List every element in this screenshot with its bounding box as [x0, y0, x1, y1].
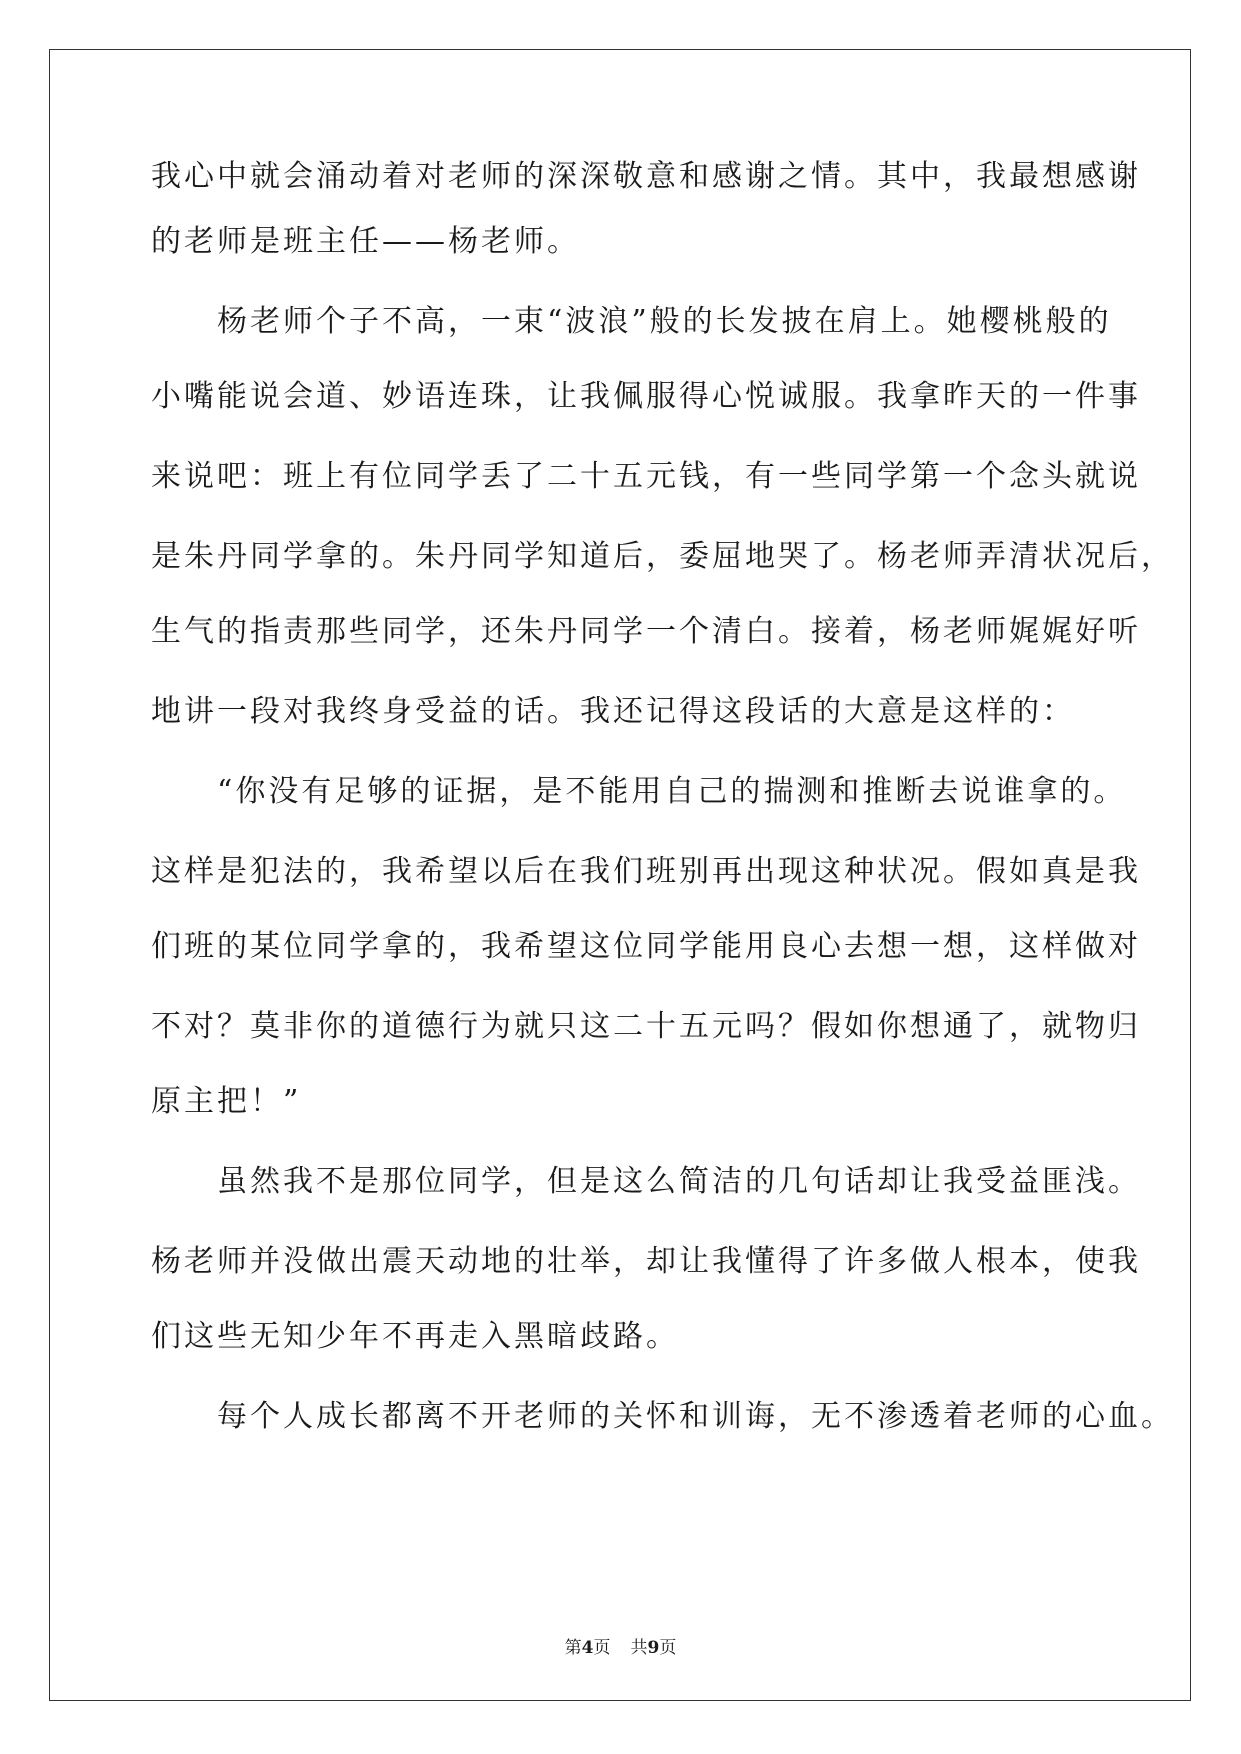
text-line: 地讲一段对我终身受益的话。我还记得这段话的大意是这样的： — [151, 694, 1075, 729]
text-line: 原主把！” — [151, 1084, 302, 1119]
paragraph-start-line: “你没有足够的证据，是不能用自己的揣测和推断去说谁拿的。 — [151, 774, 1127, 809]
paragraph-start-line: 每个人成长都离不开老师的关怀和训诲，无不渗透着老师的心血。 — [151, 1399, 1174, 1434]
text-line: 这样是犯法的，我希望以后在我们班别再出现这种状况。假如真是我 — [151, 854, 1141, 889]
total-suffix: 页 — [659, 1638, 677, 1658]
page-footer — [0, 1637, 1241, 1659]
text-line: 不对？莫非你的道德行为就只这二十五元吗？假如你想通了，就物归 — [151, 1009, 1141, 1044]
text-line: 们班的某位同学拿的，我希望这位同学能用良心去想一想，这样做对 — [151, 929, 1141, 964]
text-line: 们这些无知少年不再走入黑暗歧路。 — [151, 1319, 679, 1354]
text-line: 的老师是班主任——杨老师。 — [151, 224, 580, 259]
page-suffix: 页 — [593, 1638, 611, 1658]
text-line: 是朱丹同学拿的。朱丹同学知道后，委屈地哭了。杨老师弄清状况后， — [151, 539, 1174, 574]
text-line: 小嘴能说会道、妙语连珠，让我佩服得心悦诚服。我拿昨天的一件事 — [151, 379, 1141, 414]
total-prefix: 共 — [630, 1638, 648, 1658]
text-line: 我心中就会涌动着对老师的深深敬意和感谢之情。其中，我最想感谢 — [151, 159, 1141, 194]
paragraph-start-line: 虽然我不是那位同学，但是这么简洁的几句话却让我受益匪浅。 — [151, 1164, 1141, 1199]
total-pages: 9 — [647, 1638, 660, 1658]
paragraph-start-line: 杨老师个子不高，一束“波浪”般的长发披在肩上。她樱桃般的 — [151, 304, 1112, 339]
text-line: 来说吧：班上有位同学丢了二十五元钱，有一些同学第一个念头就说 — [151, 459, 1141, 494]
page-prefix: 第 — [564, 1638, 582, 1658]
page-number: 4 — [581, 1638, 594, 1658]
text-line: 杨老师并没做出震天动地的壮举，却让我懂得了许多做人根本，使我 — [151, 1244, 1141, 1279]
text-line: 生气的指责那些同学，还朱丹同学一个清白。接着，杨老师娓娓好听 — [151, 614, 1141, 649]
